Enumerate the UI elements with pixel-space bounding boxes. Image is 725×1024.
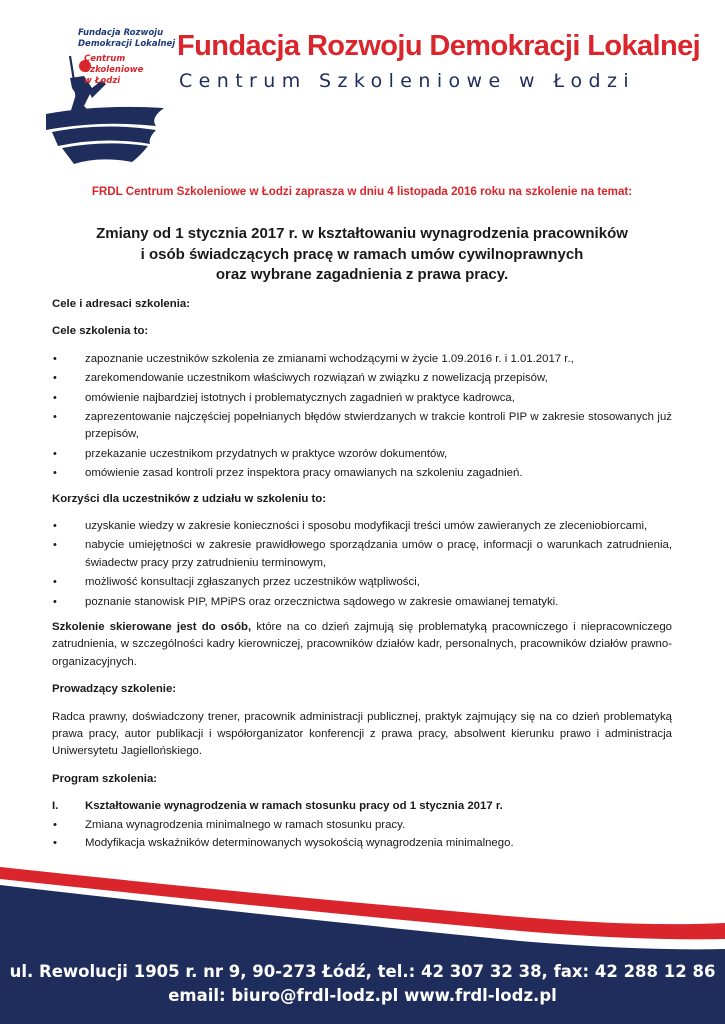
- list-item-text: przekazanie uczestnikom przydatnych w praktyce wzorów dokumentów,: [85, 447, 448, 460]
- logo-line-3: Centrum: [84, 54, 126, 64]
- list-item: [52, 351, 672, 368]
- list-item-text: zarekomendowanie uczestnikom właściwych rozwiązań w związku z nowelizacją przepisów,: [85, 372, 548, 385]
- organization-title: Fundacja Rozwoju Demokracji Lokalnej: [177, 30, 701, 62]
- goals-list: [52, 351, 672, 483]
- trainer-paragraph: Radca prawny, doświadczony trener, pracownik administracji publicznej, praktyk zajmujący się na co dzień problematyką prawa pracy, autor publikacji i współorganizator konferencji z prawa pracy, absolwent kierunku prawo i administracja Uniwersytetu Jagiellońskiego.: [52, 710, 672, 758]
- list-item-text: poznanie stanowisk PIP, MPiPS oraz orzecznictwa sądowego w zakresie omawianej tematyki.: [85, 595, 559, 608]
- bullet-icon: •: [53, 391, 57, 404]
- program-sublist: [52, 817, 672, 853]
- program-item-number: I.: [52, 800, 59, 813]
- benefits-list: [52, 518, 672, 611]
- page-header: [0, 0, 725, 175]
- bullet-icon: •: [53, 467, 57, 480]
- target-audience-text: które na co dzień zajmują się problematyką pracowniczego i niepracowniczego zatrudnienia, w szczególności kadry kierowniczej, pracowników działów kadr, personalnych, pracowników działów prawno-organizacyjnych.: [52, 621, 673, 668]
- bullet-icon: •: [53, 519, 57, 532]
- list-item: [52, 518, 672, 535]
- list-item: [52, 390, 672, 407]
- list-item-text: możliwość konsultacji zgłaszanych przez uczestników wątpliwości,: [85, 576, 420, 589]
- list-item: [52, 835, 672, 852]
- list-item-text: zapoznanie uczestników szkolenia ze zmianami wchodzącymi w życie 1.09.2016 r. i 1.01.2017 r.,: [85, 352, 574, 365]
- bullet-icon: •: [53, 447, 57, 460]
- list-item-text: nabycie umiejętności w zakresie prawidłowego sporządzania umów o pracę, informacji o warunkach zatrudnienia, świadectw pracy przy zatrudnieniu terminowym,: [85, 539, 672, 569]
- bullet-icon: •: [53, 818, 57, 831]
- target-audience-lead: Szkolenie skierowane jest do osób,: [52, 621, 252, 633]
- list-item: [52, 370, 672, 387]
- bullet-icon: •: [53, 352, 57, 365]
- bullet-icon: •: [53, 539, 57, 552]
- footer-contact: email: biuro@frdl-lodz.pl www.frdl-lodz.pl: [168, 986, 557, 1005]
- list-item: [52, 465, 672, 482]
- list-item-text: uzyskanie wiedzy w zakresie konieczności i sposobu modyfikacji treści umów zawieranych ze zleceniobiorcami,: [85, 519, 648, 532]
- heading-goals-audience: Cele i adresaci szkolenia:: [52, 297, 191, 310]
- list-item: [52, 594, 672, 611]
- target-audience-paragraph: [52, 619, 672, 671]
- list-item: [52, 817, 672, 834]
- bullet-icon: •: [53, 372, 57, 385]
- topic-line-1: Zmiany od 1 stycznia 2017 r. w kształtowaniu wynagrodzenia pracowników: [96, 225, 628, 243]
- list-item: [52, 409, 672, 444]
- list-item-text: Modyfikacja wskaźników determinowanych wysokością wynagrodzenia minimalnego.: [85, 837, 514, 850]
- logo-line-4: Szkoleniowe: [84, 65, 144, 75]
- list-item: [52, 574, 672, 591]
- document-body: [52, 183, 672, 853]
- heading-trainer: Prowadzący szkolenie:: [52, 683, 177, 696]
- list-item-text: omówienie zasad kontroli przez inspektora pracy omawianych na szkoleniu zagadnień.: [85, 467, 523, 480]
- heading-benefits: Korzyści dla uczestników z udziału w szkoleniu to:: [52, 492, 327, 505]
- logo-text: [78, 28, 178, 87]
- heading-program: Program szkolenia:: [52, 772, 158, 785]
- program-item: [52, 798, 672, 815]
- bullet-icon: •: [53, 576, 57, 589]
- list-item-text: Zmiana wynagrodzenia minimalnego w ramach stosunku pracy.: [85, 818, 406, 831]
- logo-line-1: Fundacja Rozwoju: [78, 28, 164, 38]
- training-topic: [52, 224, 672, 286]
- topic-line-3: oraz wybrane zagadnienia z prawa pracy.: [215, 266, 509, 284]
- organization-subtitle: Centrum Szkoleniowe w Łodzi: [179, 70, 636, 92]
- logo-line-2: Demokracji Lokalnej: [78, 39, 176, 49]
- heading-goals: Cele szkolenia to:: [52, 325, 149, 338]
- list-item: [52, 537, 672, 572]
- topic-line-2: i osób świadczących pracę w ramach umów cywilnoprawnych: [140, 245, 584, 263]
- list-item-text: omówienie najbardziej istotnych i problematycznych zagadnień w praktyce kadrowca,: [85, 391, 515, 404]
- bullet-icon: •: [53, 595, 57, 608]
- bullet-icon: •: [53, 837, 57, 850]
- list-item: [52, 446, 672, 463]
- bullet-icon: •: [53, 410, 57, 423]
- footer-address: ul. Rewolucji 1905 r. nr 9, 90-273 Łódź, tel.: 42 307 32 38, fax: 42 288 12 86: [9, 962, 716, 981]
- invitation-line: FRDL Centrum Szkoleniowe w Łodzi zaprasza w dniu 4 listopada 2016 roku na szkolenie na temat:: [91, 185, 633, 198]
- logo-line-5: w Łodzi: [84, 76, 121, 86]
- list-item-text: zaprezentowanie najczęściej popełnianych błędów stwierdzanych w trakcie kontroli PIP w zakresie stosowanych już przepisów,: [85, 410, 672, 441]
- program-item-title: Kształtowanie wynagrodzenia w ramach stosunku pracy od 1 stycznia 2017 r.: [85, 800, 503, 813]
